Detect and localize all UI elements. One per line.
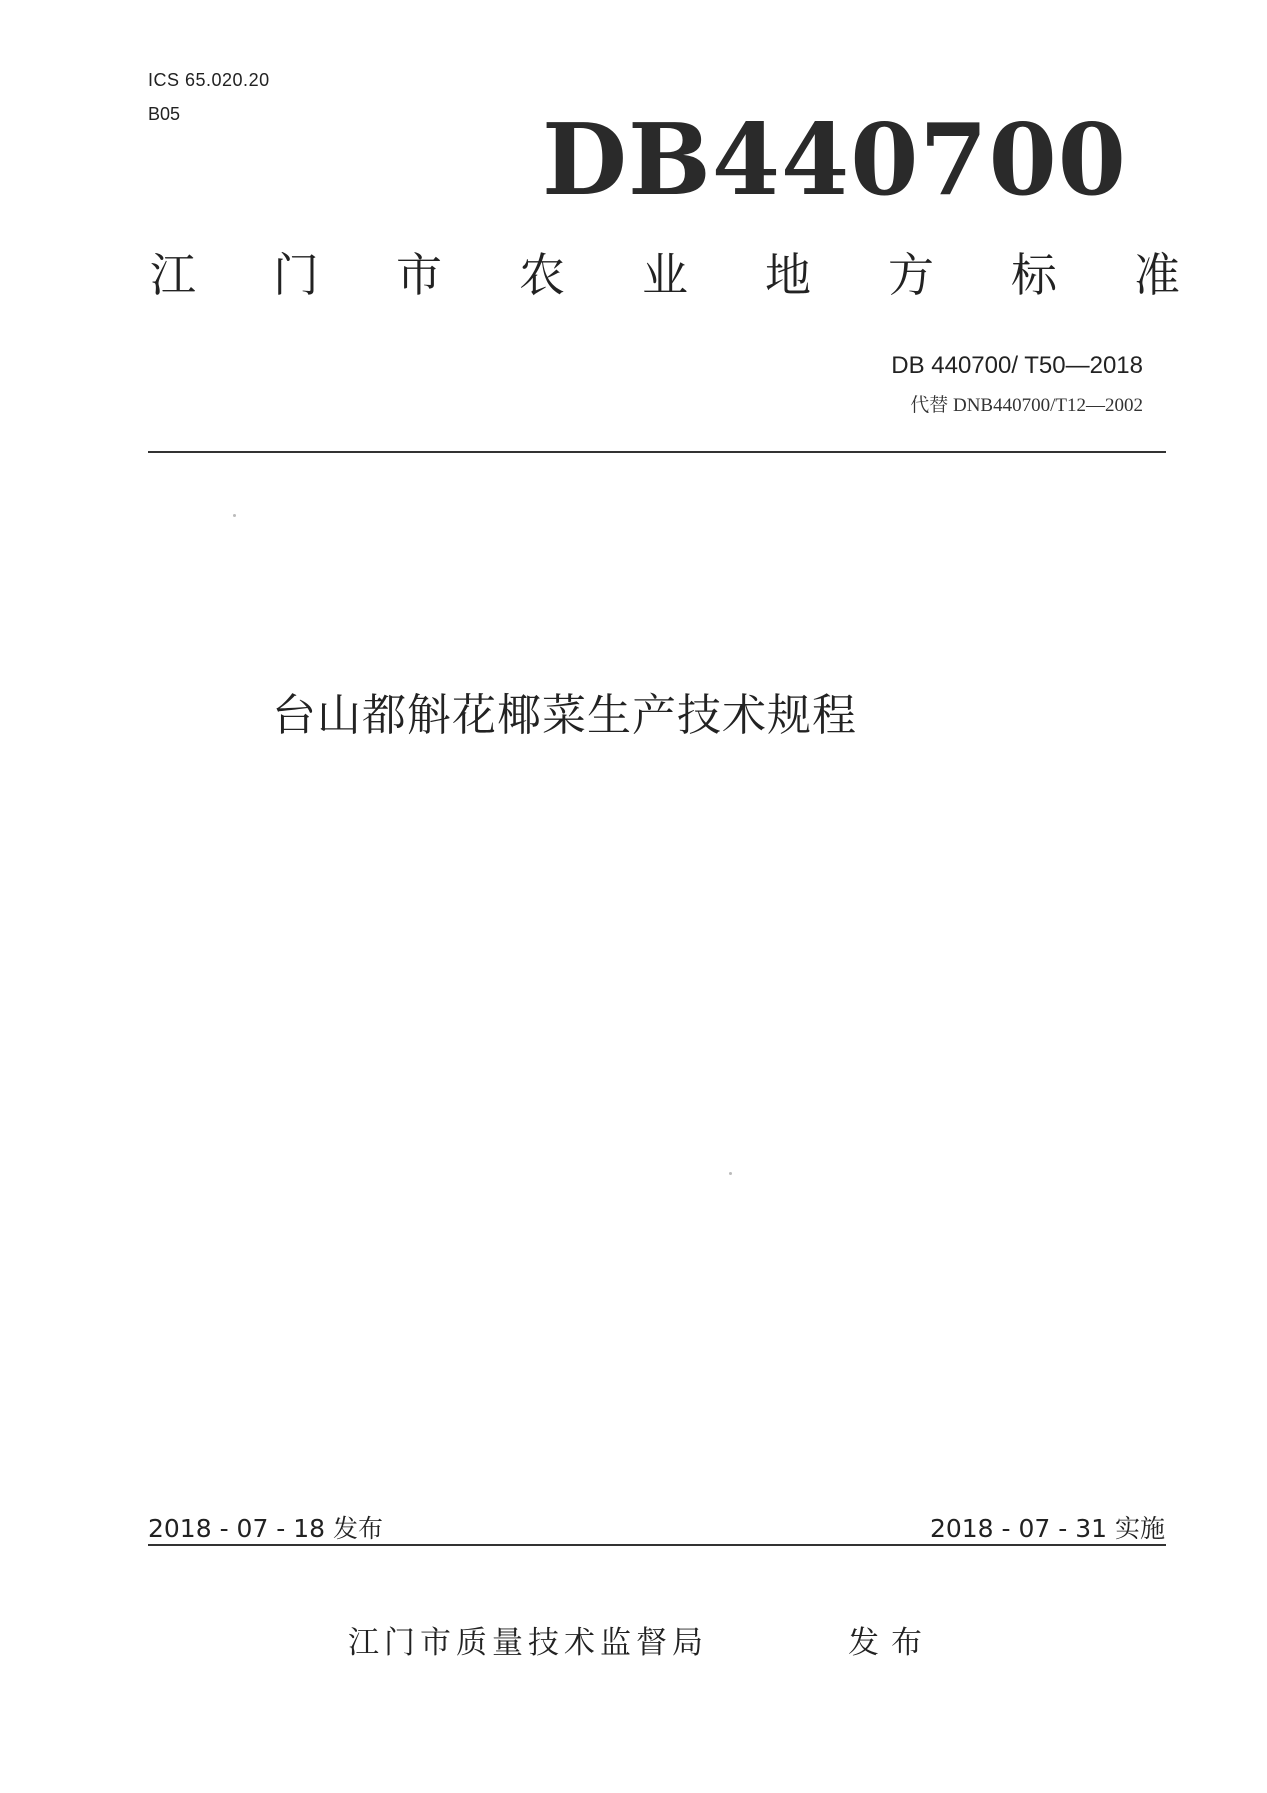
issue-action: 发布	[848, 1625, 934, 1661]
standard-type-char: 准	[1134, 248, 1180, 302]
replaces-standard: 代替 DNB440700/T12—2002	[910, 395, 1143, 416]
scan-speck	[729, 1172, 732, 1175]
footer-divider	[148, 1544, 1166, 1546]
ics-code: ICS 65.020.20	[148, 70, 270, 90]
standard-type-char: 方	[888, 248, 934, 302]
standard-type-char: 业	[642, 248, 688, 302]
standard-type-char: 市	[396, 248, 442, 302]
standard-type-heading	[150, 248, 1180, 302]
document-title: 台山都斛花椰菜生产技术规程	[272, 690, 857, 741]
issue-date: 2018 - 07 - 18 发布	[148, 1514, 384, 1543]
implementation-date: 2018 - 07 - 31 实施	[929, 1514, 1165, 1543]
standard-logo: DB440700	[542, 103, 1127, 218]
scan-speck	[233, 514, 236, 517]
standard-type-char: 江	[150, 248, 196, 302]
standard-type-char: 农	[519, 248, 565, 302]
header-divider	[148, 451, 1166, 453]
standard-type-char: 地	[765, 248, 811, 302]
issuing-authority: 江门市质量技术监督局	[348, 1625, 708, 1661]
standard-type-char: 门	[273, 248, 319, 302]
standard-type-char: 标	[1011, 248, 1057, 302]
standard-number: DB 440700/ T50—2018	[891, 352, 1143, 379]
ccs-code: B05	[148, 104, 181, 124]
